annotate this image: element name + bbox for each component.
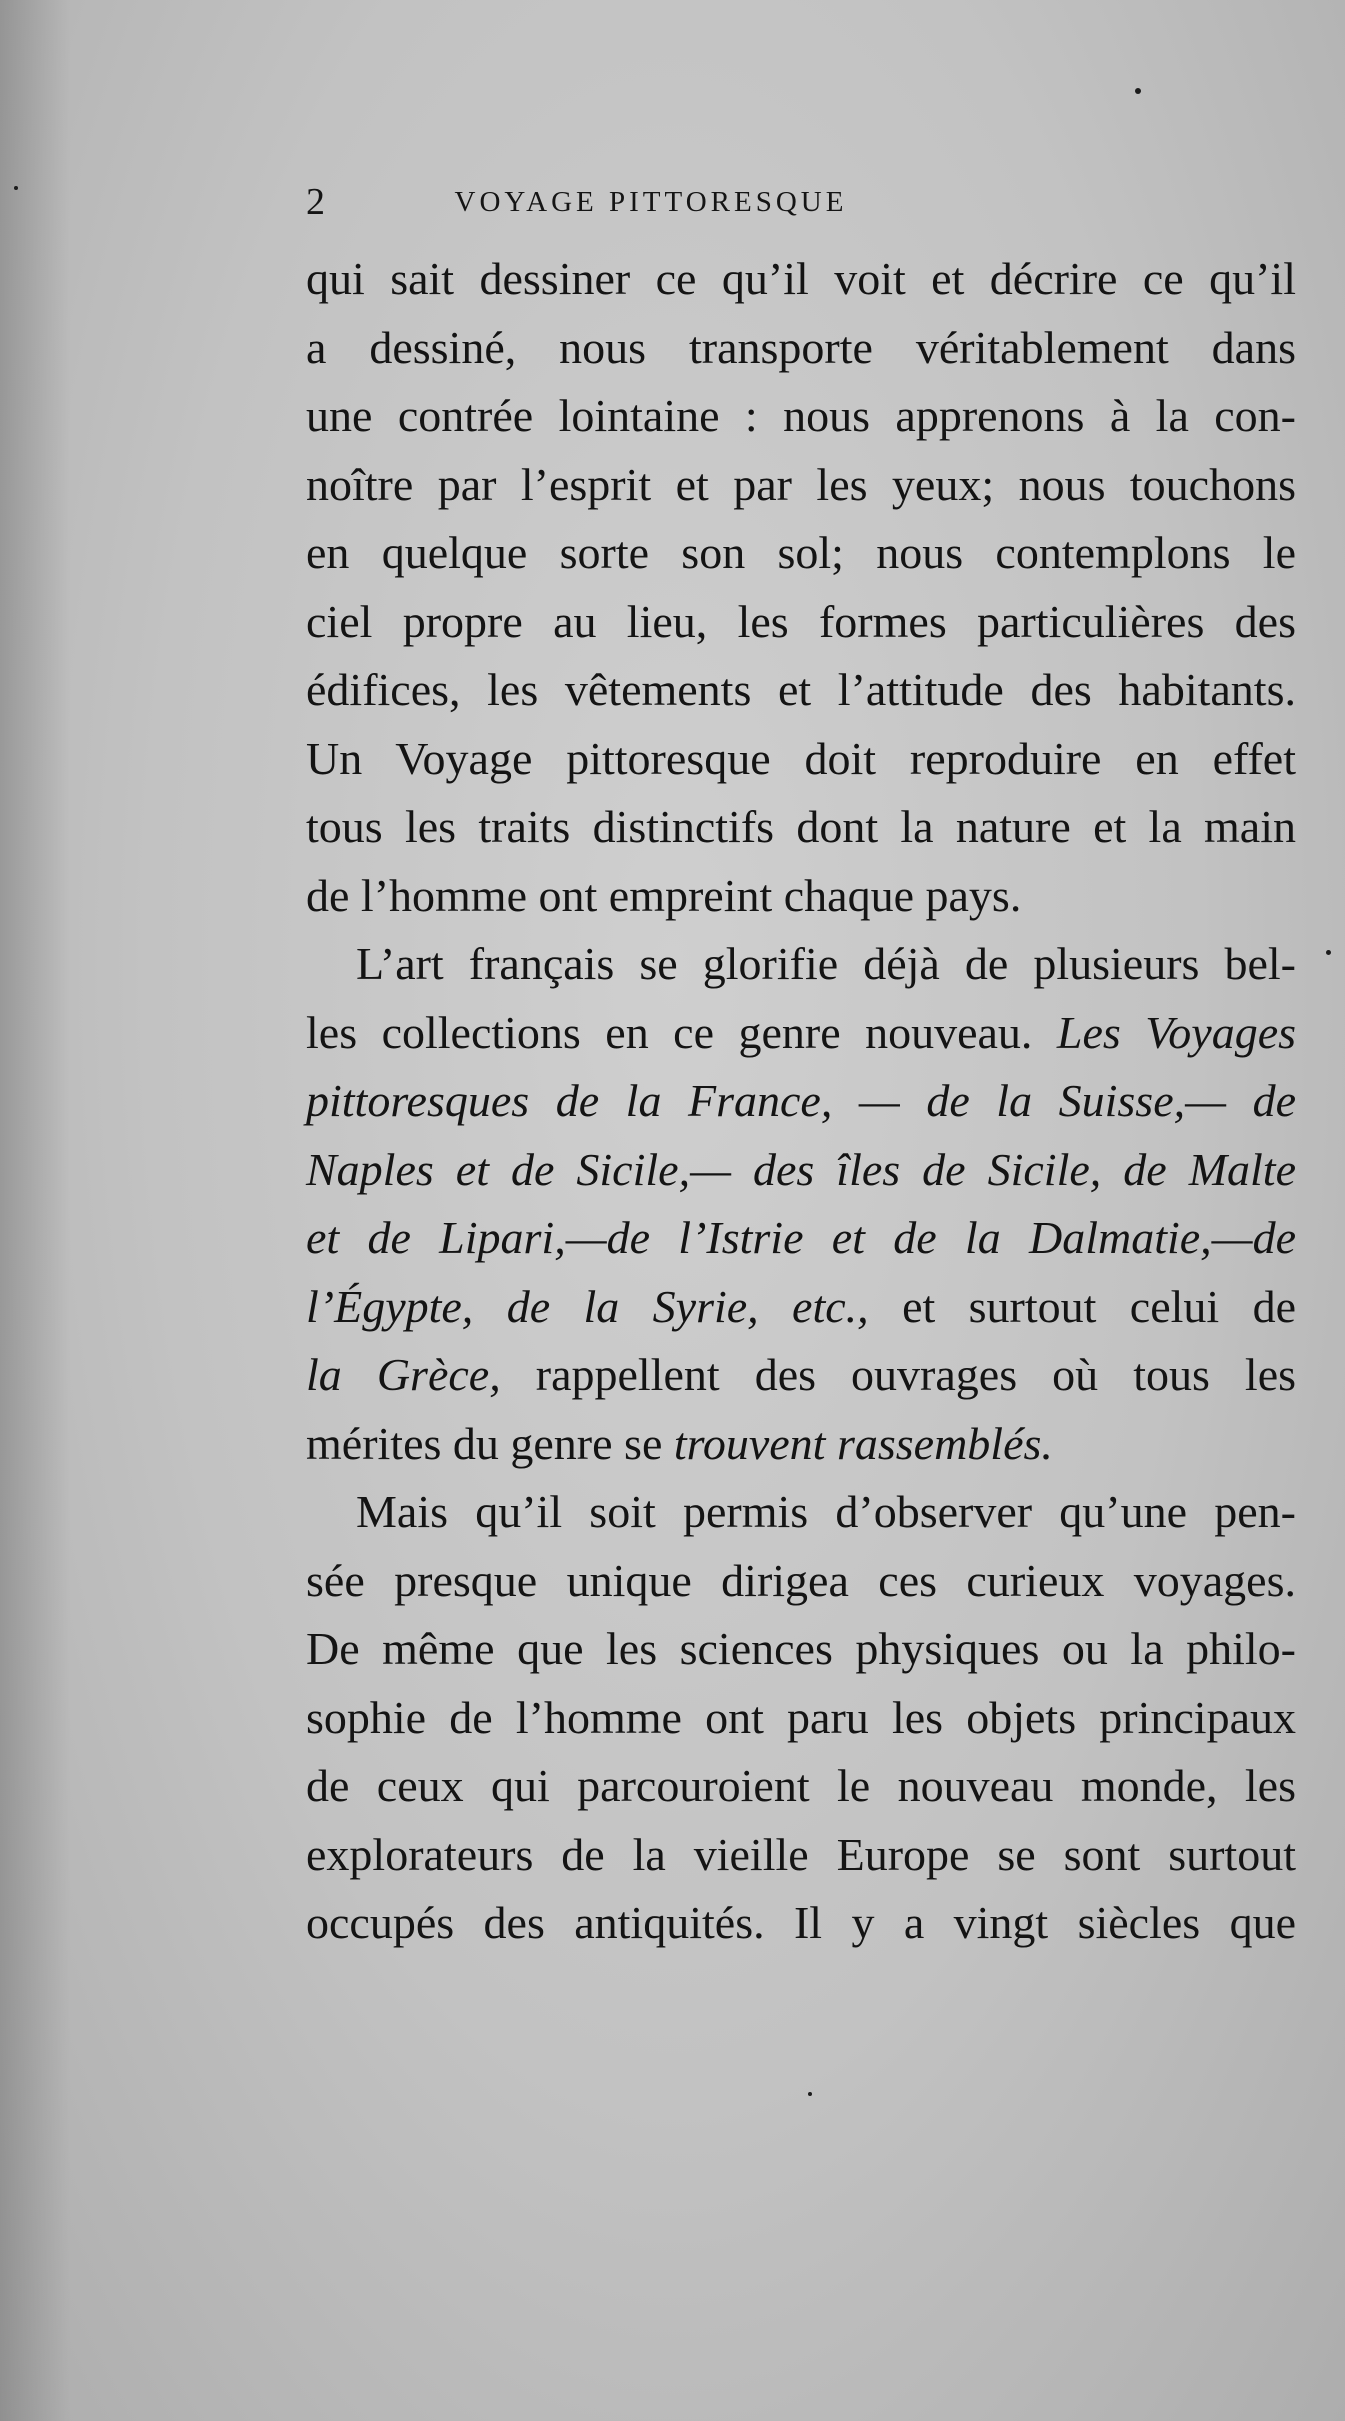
text-line xyxy=(306,1341,1296,1410)
text-line: qui sait dessiner ce qu’il voit et décrire ce qu’il xyxy=(306,253,1296,304)
text-line: Un Voyage pittoresque doit reproduire en effet xyxy=(306,732,1296,784)
text-line xyxy=(306,1410,1296,1479)
text-line: a dessiné, nous transporte véritablement dans xyxy=(306,321,1296,373)
text-roman: rappellent des ouvrages où tous les xyxy=(535,1349,1297,1400)
text-line xyxy=(306,1067,1296,1136)
page-header xyxy=(306,178,996,226)
page-number: 2 xyxy=(306,181,325,223)
text-italic: pittoresques de la France, — de la Suisse,— de xyxy=(306,1075,1296,1126)
text-roman: et surtout celui de xyxy=(902,1280,1296,1332)
text-italic: trouvent rassemblés. xyxy=(673,1417,1053,1469)
text-line: De même que les sciences physiques ou la philo- xyxy=(306,1623,1296,1674)
text-italic: Naples et de Sicile,— des îles de Sicile, de Malte xyxy=(306,1143,1296,1195)
text-line: explorateurs de la vieille Europe se sont surtout xyxy=(306,1828,1296,1880)
text-italic: et de Lipari,—de l’Istrie et de la Dalmatie,—de xyxy=(306,1212,1296,1263)
text-italic: la Grèce, xyxy=(306,1349,501,1400)
text-line: ciel propre au lieu, les formes particulières des xyxy=(306,595,1296,647)
text-italic: l’Égypte, de la Syrie, etc., xyxy=(306,1280,869,1332)
body-text xyxy=(306,245,1296,1958)
text-line xyxy=(306,1136,1296,1205)
running-head: VOYAGE PITTORESQUE xyxy=(454,186,848,218)
text-line: occupés des antiquités. Il y a vingt siècles que xyxy=(306,1897,1296,1948)
text-line: noître par l’esprit et par les yeux; nous touchons xyxy=(306,458,1296,510)
text-line xyxy=(306,1204,1296,1273)
text-line: sée presque unique dirigea ces curieux voyages. xyxy=(306,1554,1296,1606)
text-line: tous les traits distinctifs dont la nature et la main xyxy=(306,801,1296,852)
gutter-shadow xyxy=(0,0,70,2421)
text-line: Mais qu’il soit permis d’observer qu’une pen- xyxy=(356,1486,1296,1537)
text-line: L’art français se glorifie déjà de plusieurs bel- xyxy=(356,938,1296,989)
text-roman: mérites du genre se xyxy=(306,1417,663,1469)
text-line: sophie de l’homme ont paru les objets principaux xyxy=(306,1691,1296,1743)
text-line: une contrée lointaine : nous apprenons à la con- xyxy=(306,390,1296,441)
text-line xyxy=(306,1273,1296,1342)
text-line: édifices, les vêtements et l’attitude des habitants. xyxy=(306,664,1296,715)
text-line: de l’homme ont empreint chaque pays. xyxy=(306,869,1022,921)
text-line: de ceux qui parcouroient le nouveau monde, les xyxy=(306,1760,1296,1811)
text-line xyxy=(306,999,1296,1068)
text-line: en quelque sorte son sol; nous contemplons le xyxy=(306,527,1296,578)
text-roman: les collections en ce genre nouveau. xyxy=(306,1006,1033,1058)
text-italic: Les Voyages xyxy=(1056,1006,1297,1058)
